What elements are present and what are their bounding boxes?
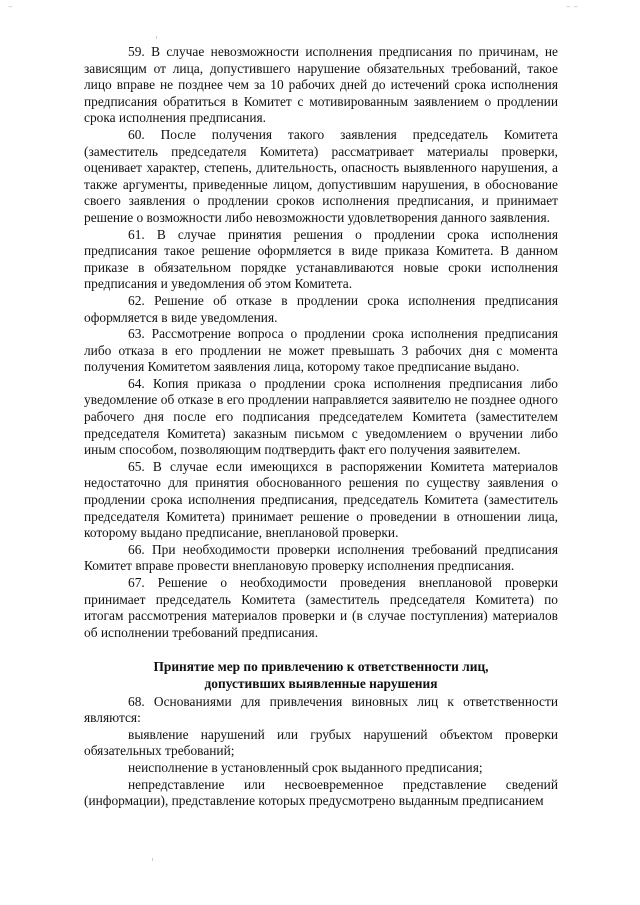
paragraph-63: 63. Рассмотрение вопроса о продлении срока исполнения предписания либо отказа в его продлении не может превышать 3 рабочих дня с момента получения Комитетом заявления лица, которому такое предписание выдано. [84,326,558,375]
list-item-non-execution: неисполнение в установленный срок выданного предписания; [128,759,483,775]
section-heading [84,659,558,692]
paragraph-68: 68. Основаниями для привлечения виновных лиц к ответственности являются: [84,693,558,726]
scan-mark-top-left: – [8,2,13,12]
paragraph-66: 66. При необходимости проверки исполнения требований предписания Комитет вправе провести внеплановую проверку исполнения предписания. [84,541,558,574]
paragraph-61: 61. В случае принятия решения о продлении срока исполнения предписания такое решение оформляется в виде приказа Комитета. В данном приказе в обязательном порядке устанавливаются новые сроки исполнения предписания и уведомления об этом Комитета. [84,226,558,292]
paragraph-67: 67. Решение о необходимости проведения внеплановой проверки принимает председатель Комитета (заместитель председателя Комитета) по итогам рассмотрения материалов проверки и (в случае поступления) материалов об исполнении требований предписания. [84,575,558,640]
paragraph-59: 59. В случае невозможности исполнения предписания по причинам, не зависящим от лица, допустившего нарушение обязательных требований, такое лицо вправе не позднее чем за 10 рабочих дней до истечений срока исполнения предписания обратиться в Комитет с мотивированным заявлением о продлении срока исполнения предписания. [84,44,558,126]
list-item-non-submission: непредставление или несвоевременное представление сведений (информации), представление которых предусмотрено выданным предписанием [84,776,558,809]
scan-mark-top-right: – – [566,2,578,12]
document-body [84,44,558,810]
section-heading-line-1: Принятие мер по привлечению к ответственности лиц, [153,659,489,675]
paragraph-62: 62. Решение об отказе в продлении срока исполнения предписания оформляется в виде уведомления. [84,292,558,325]
scan-dot [152,858,153,861]
paragraph-60: 60. После получения такого заявления председатель Комитета (заместитель председателя Комитета) рассматривает материалы проверки, оценивает характер, степень, длительность, опасность выявленного нарушения, а также аргументы, приведенные лицом, допустившим нарушения, в обоснование своего заявления о продлении сроков исполнения предписания, и принимает решение о возможности либо невозможности удовлетворения данного заявления. [84,126,558,225]
section-heading-line-2: допустивших выявленные нарушения [204,675,438,691]
scan-dot [156,36,157,39]
paragraph-64: 64. Копия приказа о продлении срока исполнения предписания либо уведомление об отказе в его продлении направляется заявителю не позднее одного рабочего дня после его подписания председателем Комитета (заместителем председателя Комитета) заказным письмом с уведомлением о вручении либо иным способом, позволяющим подтвердить факт его получения заявителем. [84,375,558,458]
paragraph-65: 65. В случае если имеющихся в распоряжении Комитета материалов недостаточно для принятия обоснованного решения по существу заявления о продлении срока исполнения предписания, председатель Комитета (заместитель председателя Комитета) принимает решение о проведении в отношении лица, которому выдано предписание, внеплановой проверки. [84,458,558,541]
list-item-violations: выявление нарушений или грубых нарушений объектом проверки обязательных требований; [84,726,558,759]
